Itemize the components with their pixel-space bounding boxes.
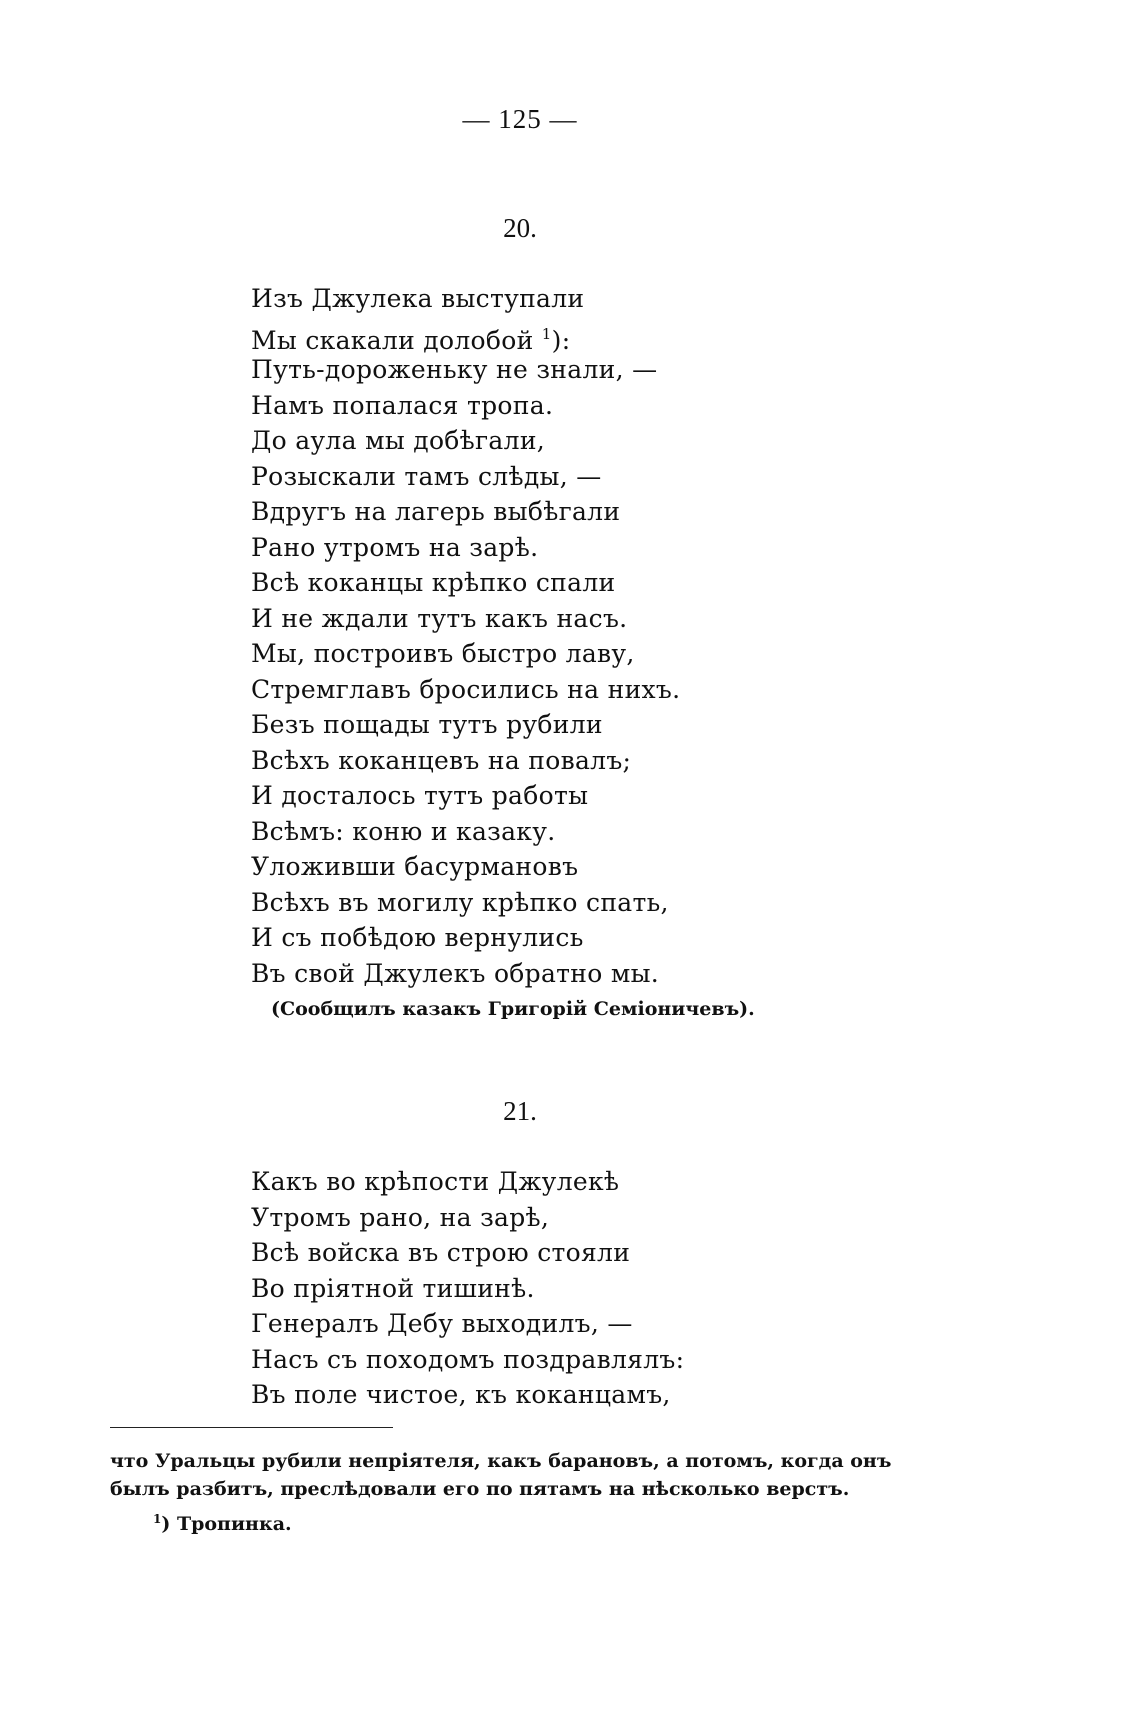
- verse-line: Розыскали тамъ слѣды, —: [251, 461, 602, 491]
- footnote-1: [153, 1512, 292, 1535]
- poem-20-number: 20.: [503, 213, 537, 243]
- verse-line: До аула мы добѣгали,: [251, 426, 546, 455]
- footnote-continuation-line: былъ разбитъ, преслѣдовали его по пятамъ на нѣсколько верстъ.: [110, 1478, 850, 1500]
- verse-line: Вдругъ на лагерь выбѣгали: [251, 497, 621, 526]
- verse-line: Уложивши басурмановъ: [251, 852, 579, 881]
- verse-line: Мы, построивъ быстро лаву,: [251, 639, 635, 668]
- verse-line: И досталось тутъ работы: [251, 781, 589, 810]
- verse-line: Стремглавъ бросились на нихъ.: [251, 674, 681, 704]
- verse-line: И съ побѣдою вернулись: [251, 923, 584, 952]
- verse-line: Всѣ коканцы крѣпко спали: [251, 568, 616, 597]
- verse-line: Въ свой Джулекъ обратно мы.: [251, 958, 660, 988]
- poem-20-verse: [251, 281, 680, 991]
- footnote-continuation-line: что Уральцы рубили непріятеля, какъ барановъ, а потомъ, когда онъ: [110, 1450, 892, 1472]
- verse-line: Во пріятной тишинѣ.: [251, 1273, 535, 1303]
- verse-line: Изъ Джулека выступали: [251, 284, 585, 313]
- verse-line: Путь-дороженьку не знали, —: [251, 355, 658, 384]
- poem-21-number: 21.: [503, 1096, 537, 1126]
- poem-21-verse: [251, 1164, 684, 1413]
- verse-line: [251, 317, 680, 353]
- verse-line: Всѣ войска въ строю стояли: [251, 1238, 631, 1267]
- footnote-marker-suffix: ):: [551, 325, 571, 355]
- verse-line: Всѣмъ: коню и казаку.: [251, 816, 556, 846]
- verse-line: И не ждали тутъ какъ насъ.: [251, 603, 628, 633]
- verse-line: Въ поле чистое, къ коканцамъ,: [251, 1380, 671, 1409]
- poem-20-attribution: (Сообщилъ казакъ Григорій Семіоничевъ).: [271, 998, 755, 1020]
- verse-line: Утромъ рано, на зарѣ,: [251, 1202, 550, 1232]
- verse-line-text: Мы скакали долобой: [251, 325, 534, 355]
- footnote-divider: [110, 1427, 393, 1428]
- verse-line: Рано утромъ на зарѣ.: [251, 532, 539, 562]
- verse-line: Всѣхъ коканцевъ на повалъ;: [251, 745, 632, 775]
- verse-line: Какъ во крѣпости Джулекѣ: [251, 1167, 620, 1196]
- verse-line: Намъ попалася тропа.: [251, 390, 554, 420]
- verse-line: Генералъ Дебу выходилъ, —: [251, 1309, 633, 1338]
- verse-line: Безъ пощады тутъ рубили: [251, 710, 603, 739]
- footnote-number: 1: [153, 1512, 162, 1526]
- verse-line: Насъ съ походомъ поздравлялъ:: [251, 1344, 685, 1374]
- page-number: — 125 —: [462, 104, 578, 134]
- footnote-marker: 1: [541, 324, 552, 343]
- footnote-text: ) Тропинка.: [161, 1513, 292, 1535]
- verse-line: Всѣхъ въ могилу крѣпко спать,: [251, 887, 669, 917]
